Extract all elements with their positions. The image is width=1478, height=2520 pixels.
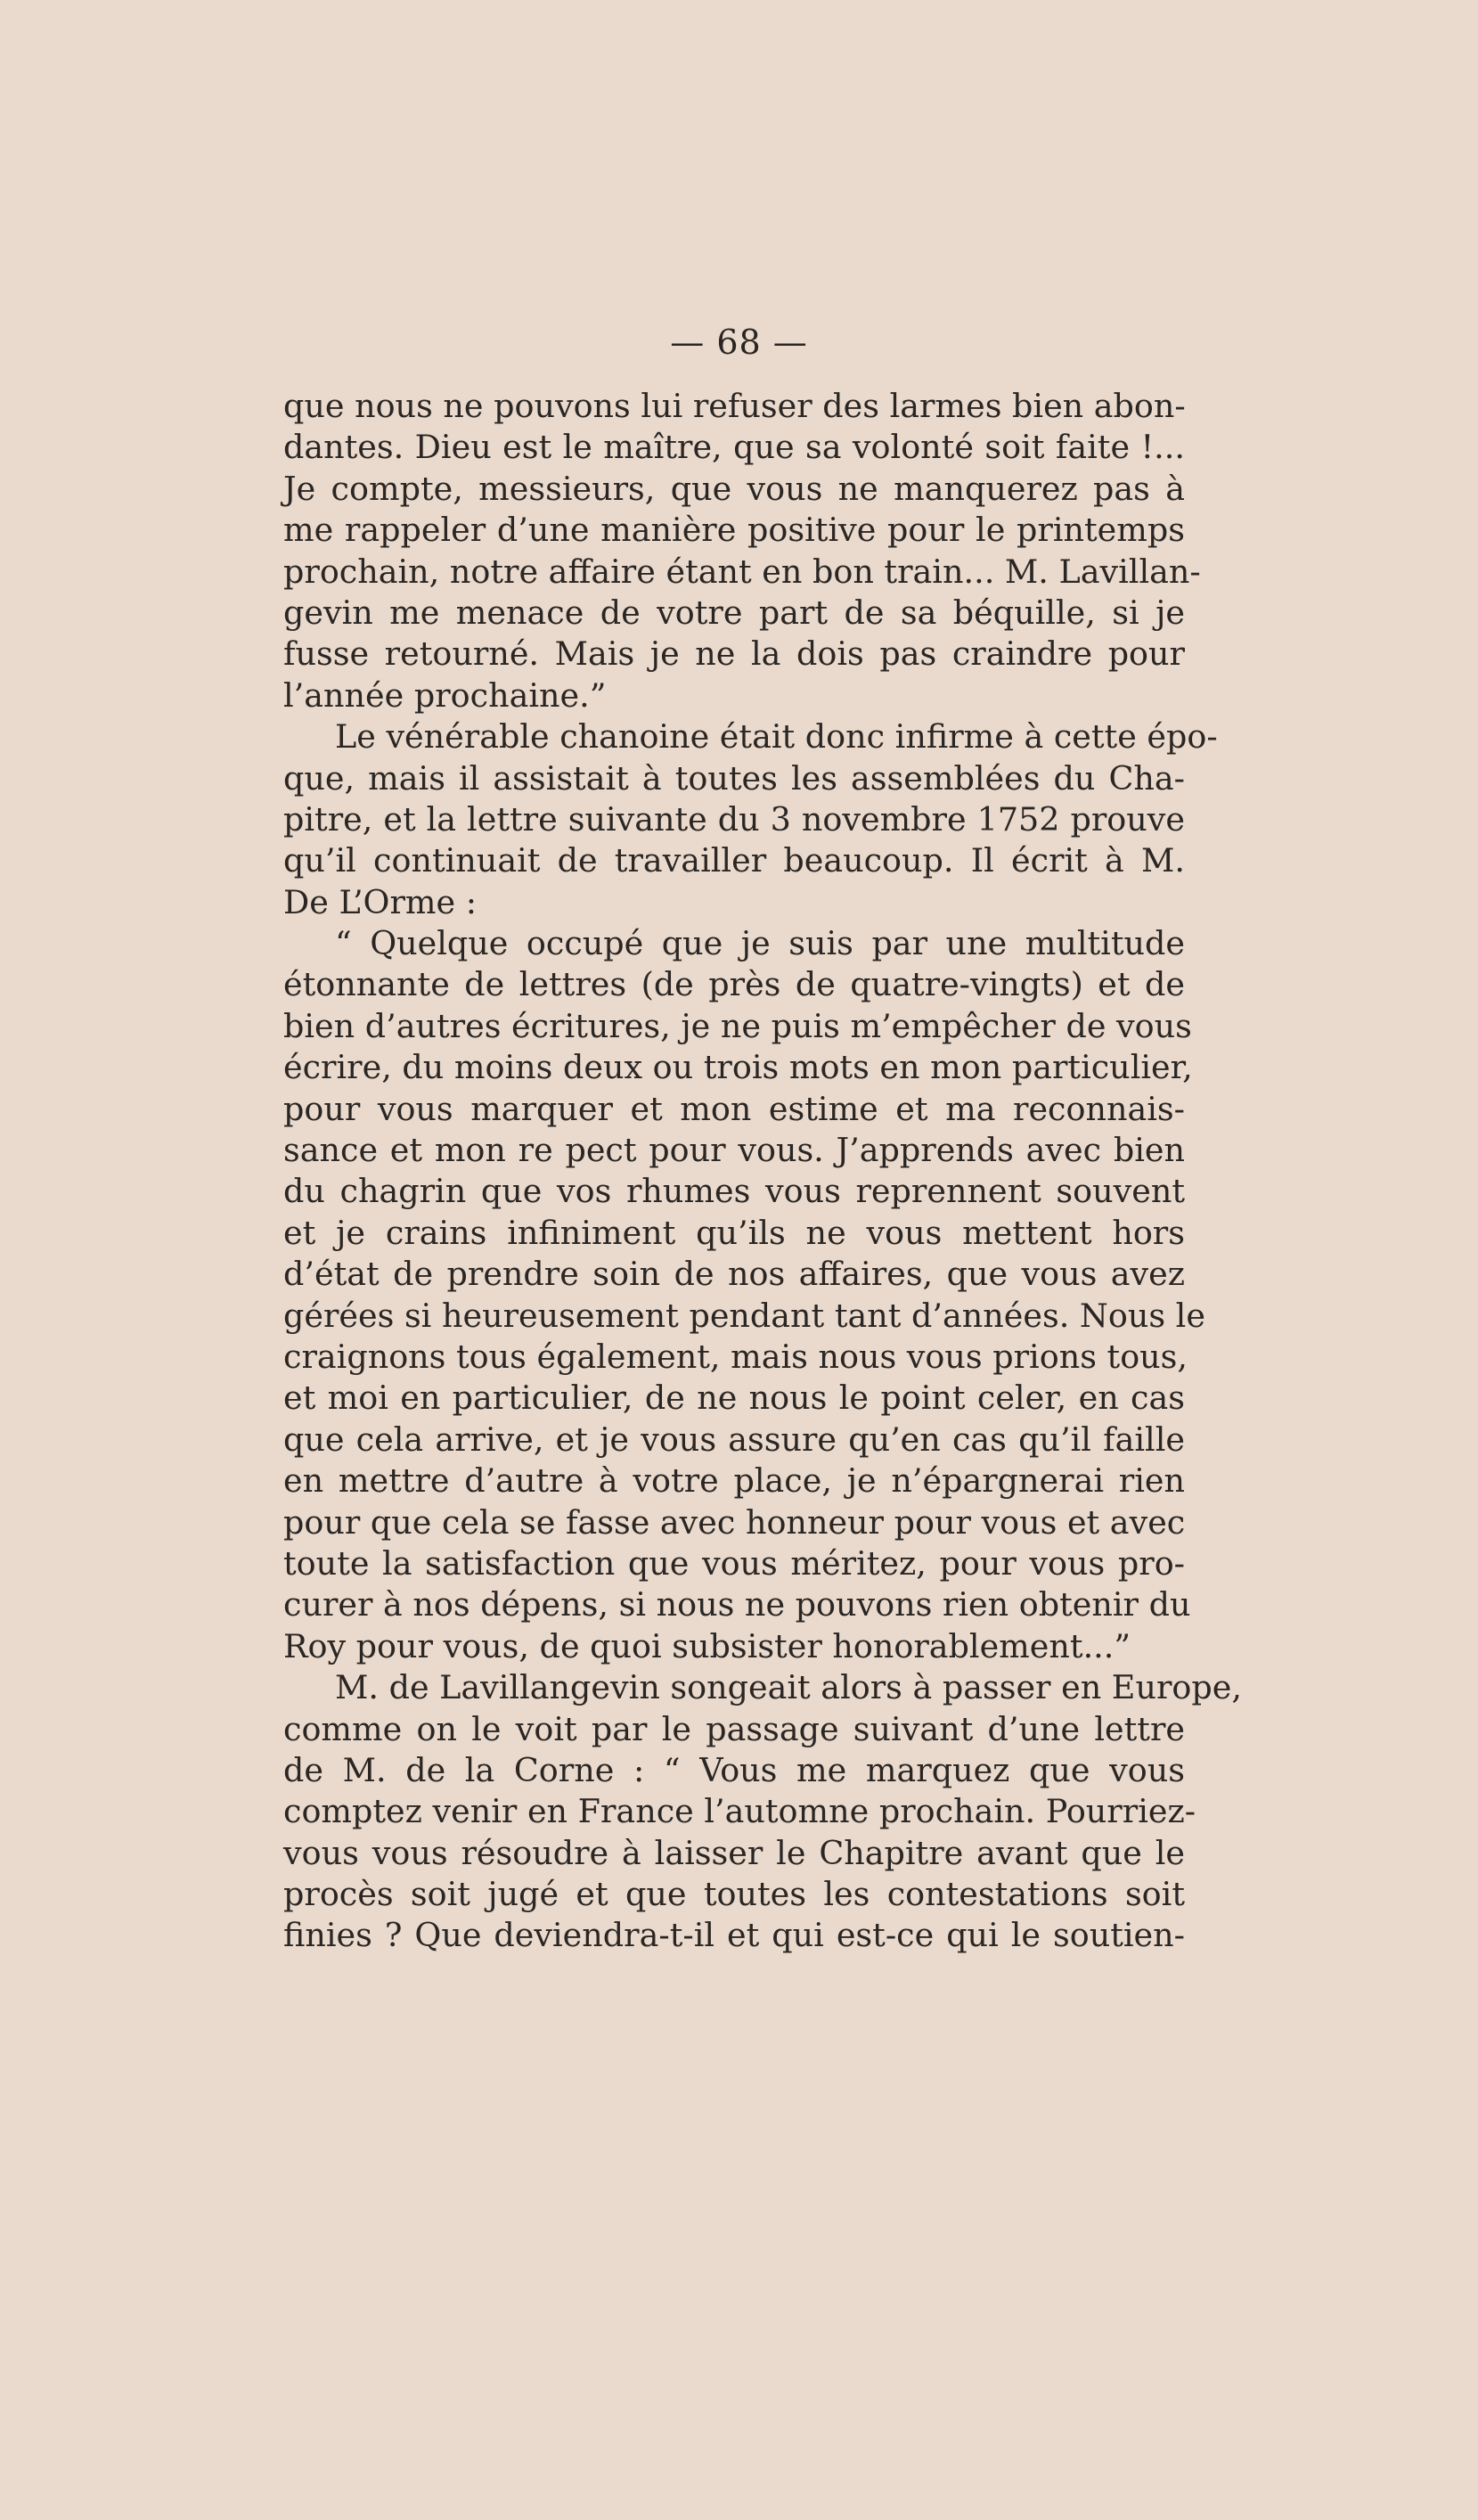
text-line: fusse retourné. Mais je ne la dois pas craindre pour xyxy=(283,634,1185,674)
text-line: et moi en particulier, de ne nous le point celer, en cas xyxy=(283,1379,1185,1418)
text-line: De L’Orme : xyxy=(283,882,478,921)
text-line: prochain, notre affaire étant en bon train... M. Lavillan- xyxy=(283,552,1201,591)
text-line: en mettre d’autre à votre place, je n’épargnerai rien xyxy=(283,1461,1185,1501)
text-line: gérées si heureusement pendant tant d’années. Nous le xyxy=(283,1296,1205,1335)
body-text xyxy=(283,386,1242,1957)
text-line: M. de Lavillangevin songeait alors à passer en Europe, xyxy=(335,1668,1242,1707)
page-number: — 68 — xyxy=(670,323,808,362)
text-line: du chagrin que vos rhumes vous reprennent souvent xyxy=(283,1172,1185,1211)
text-line: et je crains infiniment qu’ils ne vous mettent hors xyxy=(283,1213,1185,1252)
text-line: d’état de prendre soin de nos affaires, que vous avez xyxy=(283,1255,1185,1294)
text-line: pour que cela se fasse avec honneur pour vous et avec xyxy=(283,1502,1186,1542)
text-line: craignons tous également, mais nous vous prions tous, xyxy=(283,1337,1188,1376)
text-line: pitre, et la lettre suivante du 3 novembre 1752 prouve xyxy=(283,799,1185,839)
text-line: que, mais il assistait à toutes les assemblées du Cha- xyxy=(283,758,1185,798)
text-line: écrire, du moins deux ou trois mots en mon particulier, xyxy=(283,1048,1193,1087)
text-line: étonnante de lettres (de près de quatre-vingts) et de xyxy=(283,965,1185,1004)
text-line: comme on le voit par le passage suivant d’une lettre xyxy=(283,1709,1185,1748)
text-line: que nous ne pouvons lui refuser des larmes bien abon- xyxy=(283,387,1186,425)
text-line: Le vénérable chanoine était donc infirme à cette épo- xyxy=(335,717,1218,757)
text-line: bien d’autres écritures, je ne puis m’empêcher de vous xyxy=(283,1006,1192,1045)
text-line: procès soit jugé et que toutes les contestations soit xyxy=(283,1875,1185,1914)
text-line: toute la satisfaction que vous méritez, pour vous pro- xyxy=(283,1543,1185,1583)
text-line: gevin me menace de votre part de sa béquille, si je xyxy=(283,593,1185,632)
text-line: “ Quelque occupé que je suis par une multitude xyxy=(335,924,1185,963)
text-line: finies ? Que deviendra-t-il et qui est-ce qui le soutien- xyxy=(283,1916,1185,1955)
text-line: sance et mon re pect pour vous. J’apprends avec bien xyxy=(283,1131,1185,1170)
text-line: l’année prochaine.” xyxy=(283,675,607,715)
text-line: que cela arrive, et je vous assure qu’en cas qu’il faille xyxy=(283,1420,1185,1459)
text-line: vous vous résoudre à laisser le Chapitre avant que le xyxy=(283,1833,1185,1872)
text-line: me rappeler d’une manière positive pour le printemps xyxy=(283,511,1185,550)
text-line: de M. de la Corne : “ Vous me marquez que vous xyxy=(283,1750,1185,1789)
text-line: Je compte, messieurs, que vous ne manquerez pas à xyxy=(283,469,1185,508)
text-line: qu’il continuait de travailler beaucoup. Il écrit à M. xyxy=(283,841,1185,880)
text-line: pour vous marquer et mon estime et ma reconnais- xyxy=(283,1089,1185,1128)
text-line: curer à nos dépens, si nous ne pouvons rien obtenir du xyxy=(283,1585,1191,1624)
text-line: Roy pour vous, de quoi subsister honorablement...” xyxy=(283,1626,1131,1665)
text-line: comptez venir en France l’automne prochain. Pourriez- xyxy=(283,1792,1196,1831)
text-line: dantes. Dieu est le maître, que sa volonté soit faite !... xyxy=(283,428,1185,467)
